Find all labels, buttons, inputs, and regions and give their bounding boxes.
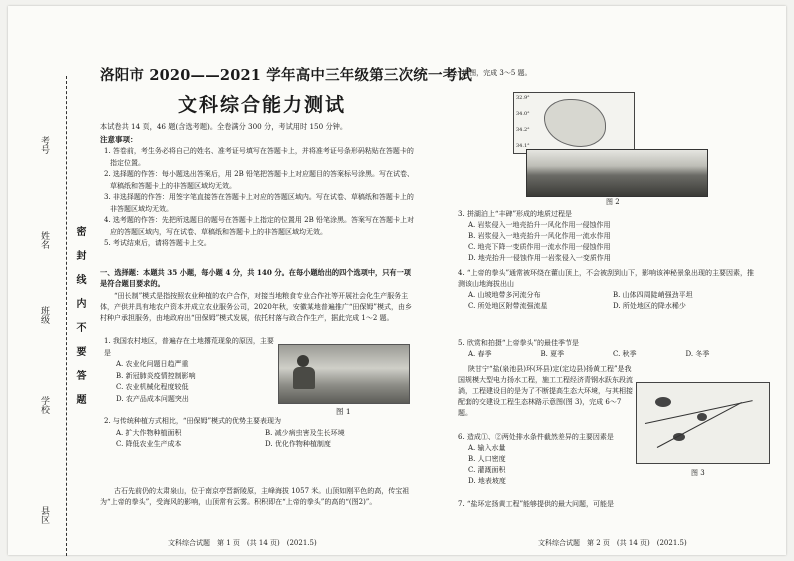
option-a: A. 春季 [468,350,492,358]
exam-title: 洛阳市 2020——2021 学年高中三年级第三次统一考试 [100,67,473,84]
figure-2-map [513,92,635,154]
footer-page-1: 文科综合试题 第 1 页 (共 14 页) (2021.5) [168,539,317,547]
subject-title: 文科综合能力测试 [178,94,347,116]
option-row [458,301,758,312]
note-item: 3. 非选择题的作答：用签字笔直接答在答题卡上对应的答题区域内。写在试卷、草稿纸和答题卡上的非答题区域均无效。 [104,193,414,213]
binding-strip [18,76,88,556]
binding-label-kaohao: 考号 [39,136,49,154]
question-3 [458,209,758,264]
question-6 [458,432,628,487]
option-c: C. 秋季 [613,350,637,358]
option-row [104,428,414,440]
figure-1-caption: 图 1 [336,407,351,416]
question-stem: 1. 我国农村地区，普遍存在土地撂荒现象的原因，主要是 [104,337,274,357]
option-b: B. 山体四周陡峭强劲平坦 [613,291,693,299]
figure-3-map [636,382,770,464]
option-d: D. 所处地区的降水稀少 [613,302,686,310]
seal-line-text: 密封线内不要答题 [74,226,85,418]
question-7 [458,499,628,510]
question-stem: 2. 与传统种植方式相比，“田保姆”模式的优势主要表现为 [104,417,282,425]
footer-page-2: 文科综合试题 第 2 页 (共 14 页) (2021.5) [538,539,687,547]
option-d: D. 地壳抬升一侵蚀作用一岩浆侵入一变质作用 [468,254,611,262]
note-item: 2. 选择题的作答：每小题选出答案后，用 2B 铅笔把答题卡上对应题目的答案标号涂黑。写在试卷、草稿纸和答题卡上的非答题区域均无效。 [104,170,414,190]
question-stem: 3. 拼湖泊上“丰碑”形成的地质过程是 [458,210,573,218]
option-b: B. 新冠肺炎疫情控制影响 [116,371,196,380]
canal-line [657,402,742,448]
intro-text: 本试卷共 14 页，46 题(含选考题)。全卷满分 300 分，考试用时 150 分钟。 [100,122,348,131]
option-a: A. 输入水量 [468,444,506,452]
option-d: D. 农产品成本问题突出 [116,394,189,403]
option-c: C. 所处地区附带流强流星 [468,302,548,310]
option-c: C. 农业机械化程度较低 [116,383,189,392]
option-row [458,290,758,301]
option-row [104,439,414,451]
binding-label-xingming: 姓名 [39,231,49,249]
option-d: D. 地表坡度 [468,477,506,485]
option-c: C. 降低农业生产成本 [116,440,182,449]
option-b: B. 减少病虫害及生长环境 [265,428,345,437]
passage-2: 古石先前仍的太肃泉山，位于南京亭晋新陵原，主峰海拔 1057 米。山顶如刚平色的高，传宝祖为“上帝的拳头”，受海风的影响，山顶常有云雾。积积即在“上帝的拳头”的高的“(图2)”。 [100,487,410,506]
binding-label-banji: 班级 [39,306,49,324]
option-b: B. 人口密度 [468,455,506,463]
figure-2-caption: 图 2 [606,198,620,206]
passage-1: “田长制”模式是指按照农业种植的农户合作，对接当地粮食专业合作社等开展社会化生产服务主体，产供并具有地农户资本并成立农业服务公司，2020年秋，安徽某地普遍推广“田保姆”模式，由乡村种户承担服务，由地政府出“田保姆”模式发展，依托村落与政合作生产，据此完成 1～2 题。 [100,292,412,322]
binding-label-xianqu: 县区 [39,506,49,524]
section-heading: 一、选择题：本题共 35 小题，每小题 4 分，共 140 分。在每小题给出的四个选项中，只有一项是符合题目要求的。 [100,268,411,288]
lat-label: 32.9° [516,95,530,101]
person-body [293,367,315,389]
option-d: D. 冬季 [685,350,710,358]
option-c: C. 地壳下降一变质作用一流水作用一侵蚀作用 [468,243,611,251]
question-5 [458,338,758,360]
person-head [297,355,309,367]
option-d: D. 优化作物种植制度 [265,440,331,449]
question-stem: 6. 造成①、②两处排水条件截然差异的主要因素是 [458,433,614,441]
note-item: 1. 答卷前，考生务必将自己的姓名、准考证号填写在答题卡上，并将准考证号条形码粘贴在答题卡的指定位置。 [104,147,414,167]
exam-sheet [8,6,786,555]
question-stem: 5. 欣赏和拍摄“上帝拳头”的最佳季节是 [458,339,580,347]
question-4 [458,268,758,312]
question-stem: 4. “上帝的拳头”通常被环绕在藿山顶上，不会被刮到山下，影响该神秘景象出现的主要因素，推测该山地海拔出山 [458,269,755,288]
lat-label: 34.0° [516,111,530,117]
lat-label: 34.2° [516,127,530,133]
option-b: B. 夏季 [540,350,565,358]
notes-heading: 注意事项： [100,135,138,144]
note-item: 5. 考试结束后，请将答题卡上交。 [104,239,211,247]
figure-3-caption: 图 3 [691,469,705,477]
option-b: B. 岩浆侵入一地壳抬升一风化作用一流水作用 [468,232,611,240]
lake-marker [655,397,671,407]
option-c: C. 灌溉面积 [468,466,506,474]
question-stem: 7. “盐环定扬黄工程”能够提供的最大问题，可能是 [458,500,615,508]
question-1 [104,336,279,406]
option-a: A. 山坡地带多河流分布 [468,291,541,299]
figure-1-photo [278,344,410,404]
option-row [458,349,758,360]
option-a: A. 扩大作物种植面积 [116,428,182,437]
binding-line [66,76,67,556]
right-head: 2)。据图，完成 3～5 题。 [448,69,532,77]
lat-label: 34.1° [516,143,530,149]
passage-3: 陕甘宁“盐(泉池县)环(环县)定(定边县)扬黄工程”是我国规模大型电力扬水工程，施工工程经济青钢水跃东段流淌，工程建设目的是为了不断提高生态大环境，与其相接配套的交建设工程生态林路示意图(图 3)，完成 6～7 题。 [458,365,633,417]
option-a: A. 岩浆侵入一地壳抬升一风化作用一侵蚀作用 [468,221,611,229]
question-2 [104,416,414,451]
binding-label-xuexiao: 学校 [39,396,49,414]
figure-2-photo [526,149,708,197]
option-a: A. 农业化问题日趋严重 [116,360,189,369]
notes-list [104,146,418,250]
note-item: 4. 选考题的作答：先把所选题目的题号在答题卡上指定的位置用 2B 铅笔涂黑。答案写在答题卡上对应的答题区域内，写在试卷、草稿纸和答题卡上的非答题区域均无效。 [104,216,414,236]
island-shape [544,99,606,147]
